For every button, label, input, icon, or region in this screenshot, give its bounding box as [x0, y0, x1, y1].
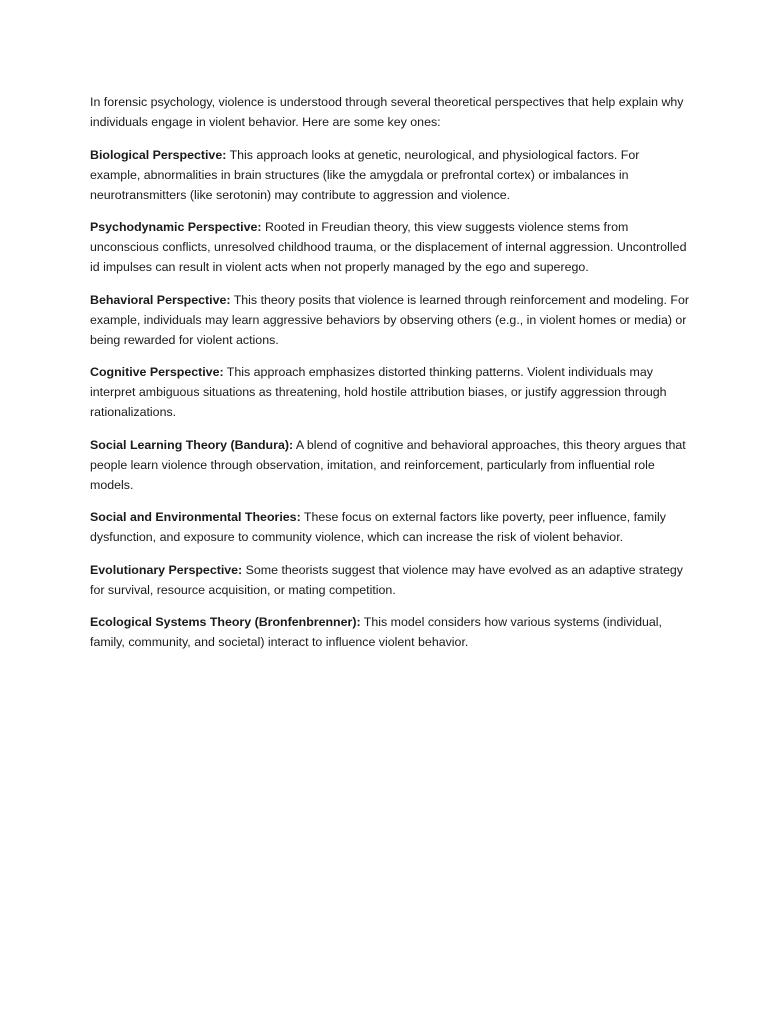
document-page — [90, 92, 690, 665]
section-heading: Ecological Systems Theory (Bronfenbrenner): — [90, 615, 361, 629]
section-text: This model considers how various systems (individual, family, community, and societal) interact to influence violent behavior. — [90, 615, 662, 649]
section-text: This theory posits that violence is learned through reinforcement and modeling. For example, individuals may learn aggressive behaviors by observing others (e.g., in violent homes or media) or being rewarded for violent actions. — [90, 292, 689, 347]
section-text: This approach emphasizes distorted thinking patterns. Violent individuals may interpret ambiguous situations as threatening, hold hostile attribution biases, or justify aggression through rationalizations. — [90, 365, 667, 419]
section-heading: Behavioral Perspective: — [90, 292, 231, 307]
section-behavioral — [90, 290, 690, 350]
section-heading: Social Learning Theory (Bandura): — [90, 437, 294, 452]
section-cognitive — [90, 362, 690, 422]
section-heading: Social and Environmental Theories: — [90, 510, 301, 524]
section-heading: Psychodynamic Perspective: — [90, 220, 262, 234]
section-text: A blend of cognitive and behavioral approaches, this theory argues that people learn violence through observation, imitation, and reinforcement, particularly from influential role models. — [90, 437, 686, 492]
section-text: Some theorists suggest that violence may have evolved as an adaptive strategy for survival, resource acquisition, or mating competition. — [90, 562, 683, 597]
section-psychodynamic — [90, 217, 690, 277]
intro-paragraph: In forensic psychology, violence is understood through several theoretical perspectives that help explain why individuals engage in violent behavior. Here are some key ones: — [90, 95, 684, 129]
section-evolutionary — [90, 560, 690, 600]
section-text: These focus on external factors like poverty, peer influence, family dysfunction, and exposure to community violence, which can increase the risk of violent behavior. — [90, 510, 666, 544]
section-social-environmental — [90, 507, 690, 547]
section-text: This approach looks at genetic, neurological, and physiological factors. For example, abnormalities in brain structures (like the amygdala or prefrontal cortex) or imbalances in neurotransmitters (like serotonin) may contribute to aggression and violence. — [90, 147, 640, 202]
section-social-learning — [90, 435, 690, 495]
section-heading: Cognitive Perspective: — [90, 365, 224, 379]
section-text: Rooted in Freudian theory, this view suggests violence stems from unconscious conflicts, unresolved childhood trauma, or the displacement of internal aggression. Uncontrolled id impulses can result in violent acts when not properly managed by the ego and superego. — [90, 220, 687, 274]
section-biological — [90, 145, 690, 205]
section-heading: Biological Perspective: — [90, 147, 227, 162]
section-ecological — [90, 612, 690, 652]
section-heading: Evolutionary Perspective: — [90, 562, 243, 577]
